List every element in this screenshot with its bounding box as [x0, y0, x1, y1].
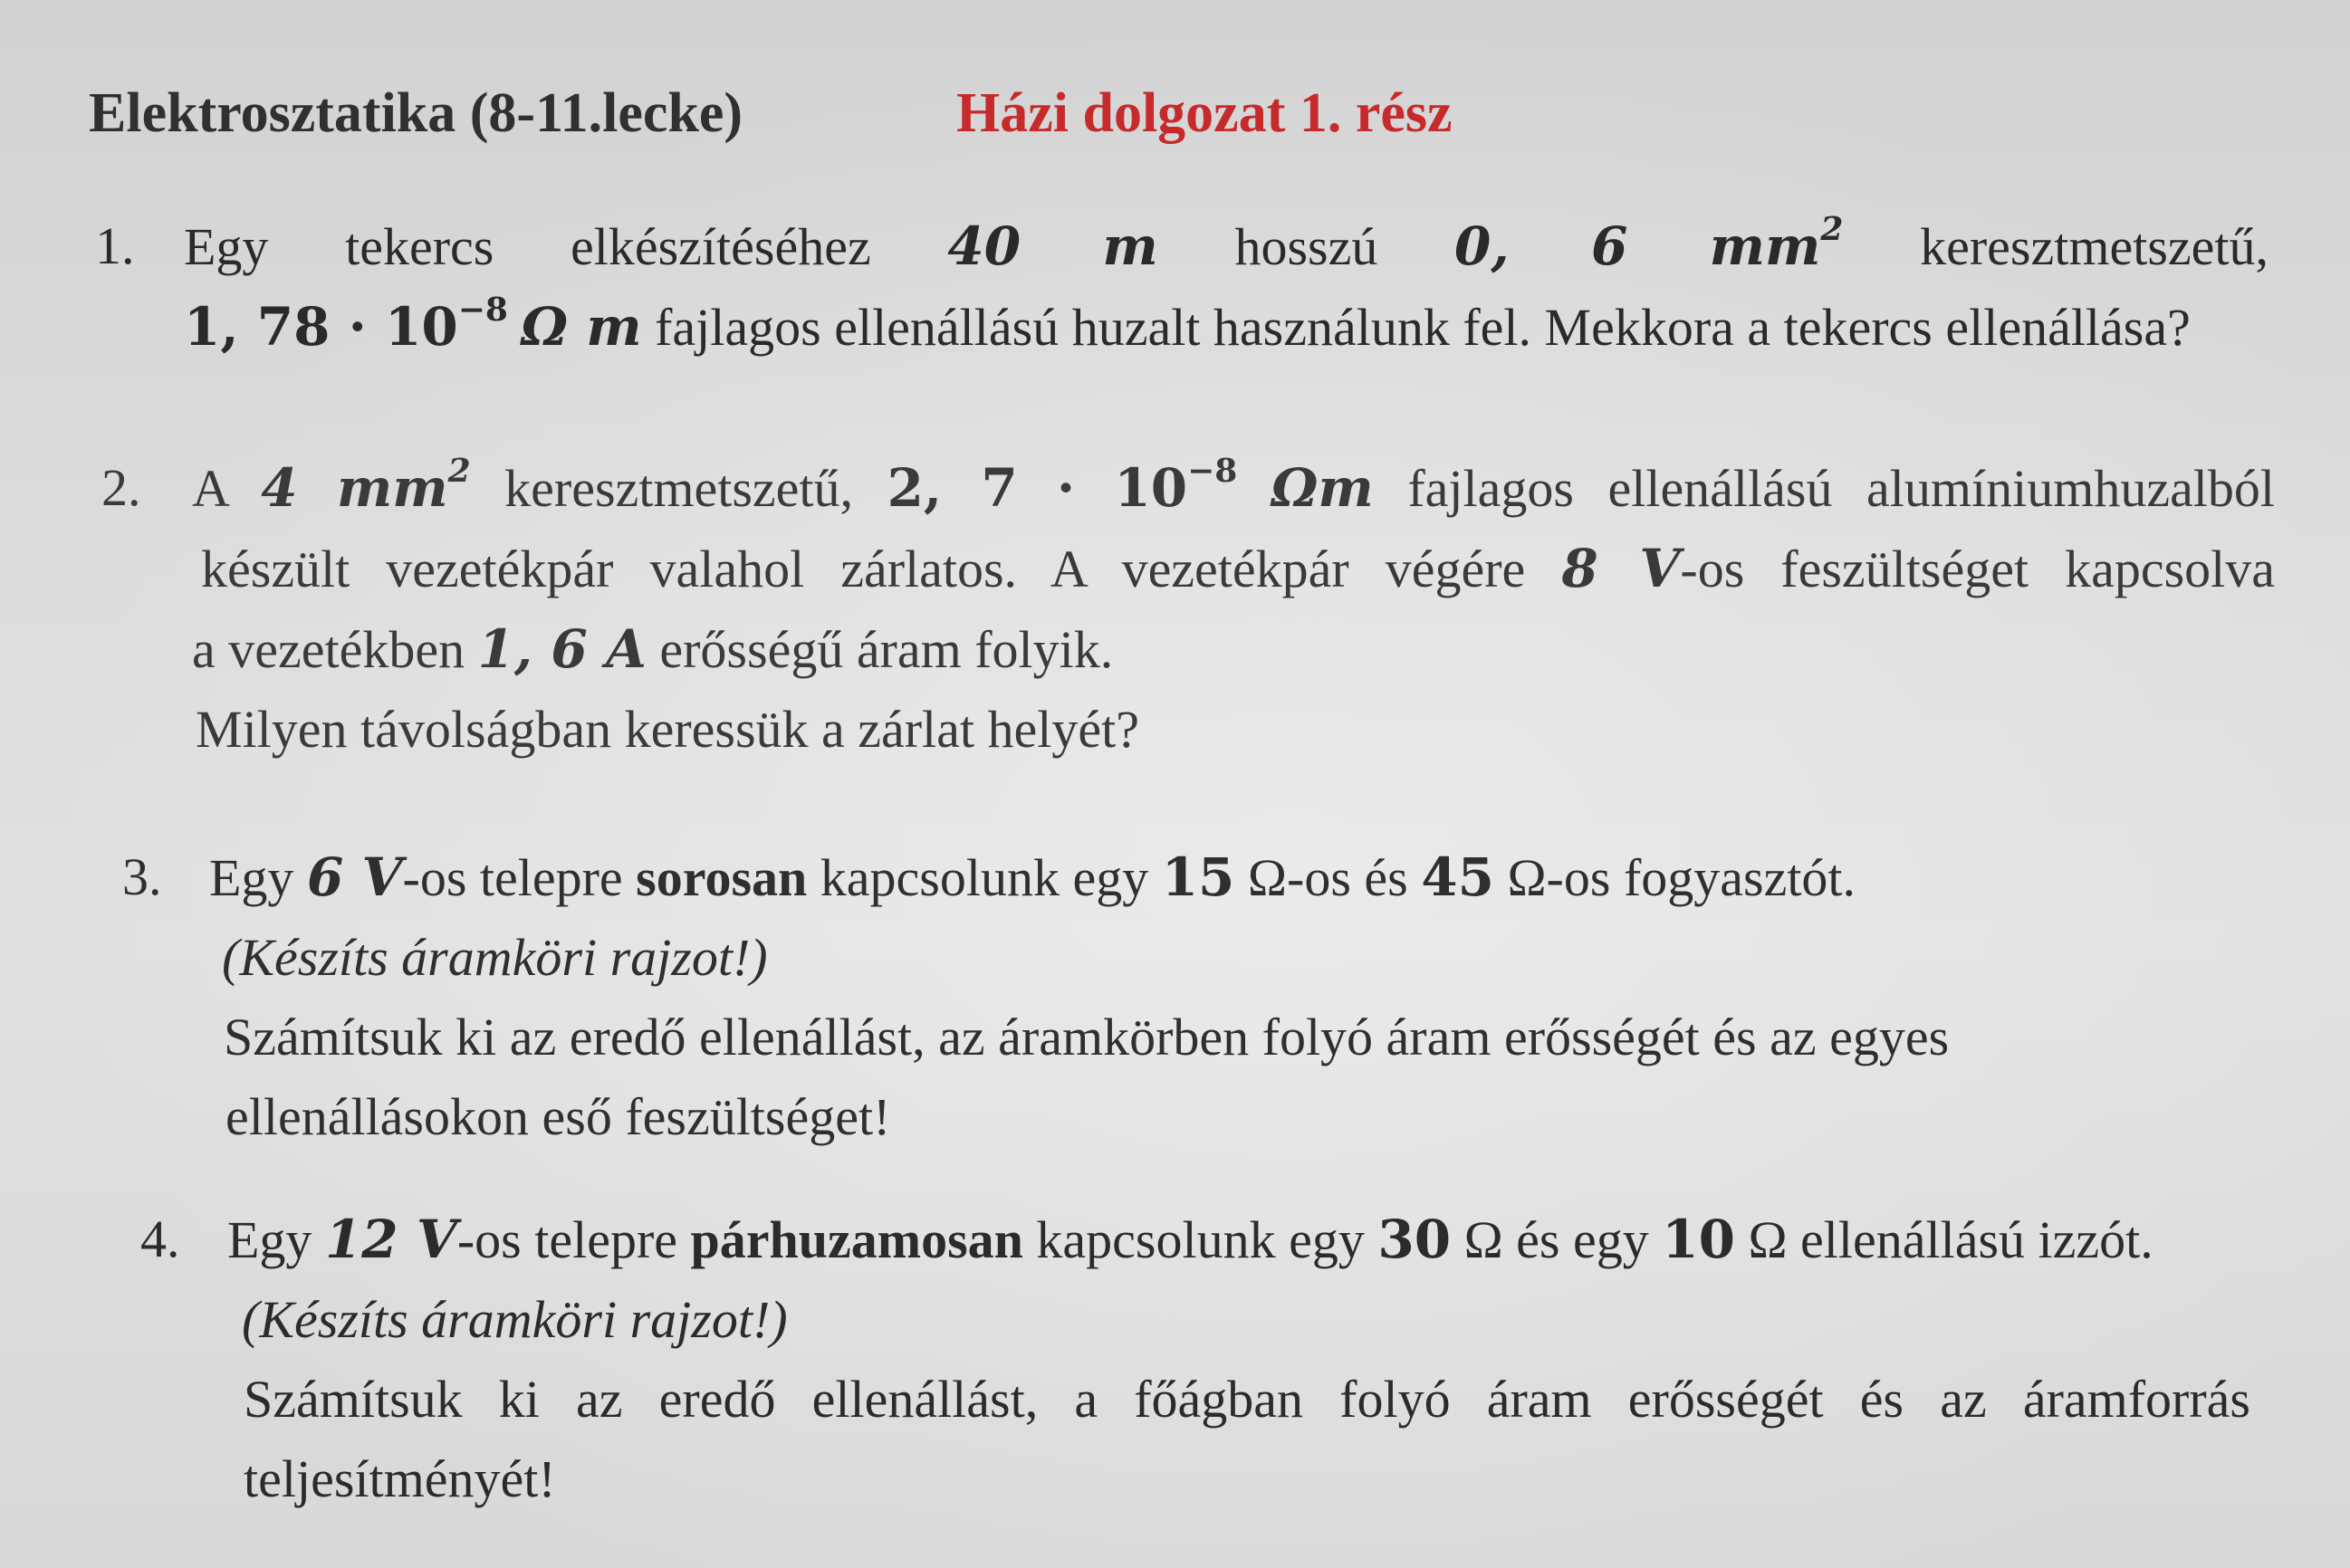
problem-text: fajlagos ellenállású alumíniumhuzalból [1407, 459, 2276, 518]
problem-number: 2. [101, 458, 141, 517]
assignment-title: Házi dolgozat 1. rész [956, 82, 1453, 144]
cross-section-value [1454, 210, 1844, 277]
resistance-value: 15 [1161, 846, 1235, 908]
problem-question: Milyen távolságban keressük a zárlat helyét? [196, 700, 1139, 759]
exponent: −8 [457, 291, 508, 330]
problem-4 [140, 1200, 2250, 1519]
problem-line [227, 1200, 2250, 1280]
problem-text: kapcsolunk egy [1036, 1210, 1365, 1269]
problem-text: Egy [209, 848, 294, 907]
resistivity-value [887, 452, 1238, 519]
problem-text: -os telepre [456, 1210, 678, 1269]
resistance-value: 45 [1421, 846, 1494, 908]
voltage-value: 8 V [1561, 538, 1681, 599]
problem-text: keresztmetszetű, [504, 459, 854, 518]
resistivity-base: 1, 78 · 10 [184, 296, 458, 358]
connection-type: sorosan [636, 848, 808, 907]
connection-type: párhuzamosan [690, 1210, 1023, 1269]
exponent: 2 [1820, 210, 1844, 249]
problem-text: kapcsolunk egy [820, 848, 1149, 907]
problem-1 [95, 206, 2268, 368]
problem-text: Ω-os fogyasztót. [1507, 848, 1856, 907]
worksheet-header [89, 81, 1453, 146]
problem-line [184, 287, 2268, 368]
problem-line [184, 206, 2268, 287]
voltage-value: 12 V [324, 1209, 457, 1270]
problem-2 [101, 448, 2275, 770]
drawing-note: (Készíts áramköri rajzot!) [242, 1290, 788, 1349]
problem-text: hosszú [1234, 217, 1378, 276]
cross-section-value [261, 452, 471, 519]
problem-3 [122, 837, 2205, 1157]
problem-question: Számítsuk ki az eredő ellenállást, a főágban folyó áram erősségét és az áramforrás [244, 1370, 2250, 1429]
problem-body [192, 448, 2275, 770]
cross-section-base: 0, 6 mm [1454, 215, 1821, 277]
problem-text: Ω-os és [1247, 848, 1408, 907]
drawing-note: (Készíts áramköri rajzot!) [222, 928, 768, 987]
problem-text: készült vezetékpár valahol zárlatos. A vezetékpár végére [201, 540, 1526, 598]
problem-body [227, 1200, 2250, 1519]
resistivity-base: 2, 7 · 10 [887, 457, 1188, 519]
exponent: −8 [1187, 452, 1238, 491]
problem-text: Ω ellenállású izzót. [1748, 1210, 2153, 1269]
resistivity-value [184, 291, 508, 358]
exponent: 2 [447, 452, 471, 491]
problem-number: 3. [122, 847, 162, 906]
problem-line [192, 609, 2275, 690]
problem-body [184, 206, 2268, 368]
problem-line [209, 837, 2205, 918]
problem-text: a vezetékben [192, 620, 465, 679]
subject-title: Elektrosztatika (8-11.lecke) [89, 82, 743, 144]
resistance-value: 30 [1377, 1209, 1452, 1270]
problem-body [209, 837, 2205, 1157]
length-value: 40 m [947, 215, 1158, 277]
current-value: 1, 6 A [477, 618, 647, 680]
problem-question: ellenállásokon eső feszültséget! [225, 1087, 891, 1146]
problem-text: keresztmetszetű, [1920, 217, 2268, 276]
problem-line [192, 448, 2275, 529]
problem-line [201, 529, 2275, 609]
resistance-value: 10 [1662, 1209, 1735, 1270]
problem-text: Egy [227, 1210, 312, 1269]
problem-text: A [192, 459, 227, 518]
problem-text: -os feszültséget kapcsolva [1680, 540, 2276, 598]
voltage-value: 6 V [306, 846, 403, 908]
problem-question: Számítsuk ki az eredő ellenállást, az áramkörben folyó áram erősségét és az egyes [224, 1008, 1950, 1066]
problem-text: Egy tekercs elkészítéséhez [184, 217, 871, 276]
problem-number: 1. [95, 216, 135, 275]
problem-text: Ω és egy [1463, 1210, 1649, 1269]
resistivity-unit: Ωm [1271, 457, 1374, 519]
problem-number: 4. [140, 1209, 180, 1268]
problem-text: fajlagos ellenállású huzalt használunk fel. Mekkora a tekercs ellenállása? [655, 298, 2191, 357]
resistivity-unit: Ω m [521, 296, 642, 358]
problem-text: erősségű áram folyik. [659, 620, 1114, 679]
cross-section-base: 4 mm [261, 457, 448, 519]
problem-question: teljesítményét! [244, 1449, 556, 1508]
problem-text: -os telepre [402, 848, 623, 907]
